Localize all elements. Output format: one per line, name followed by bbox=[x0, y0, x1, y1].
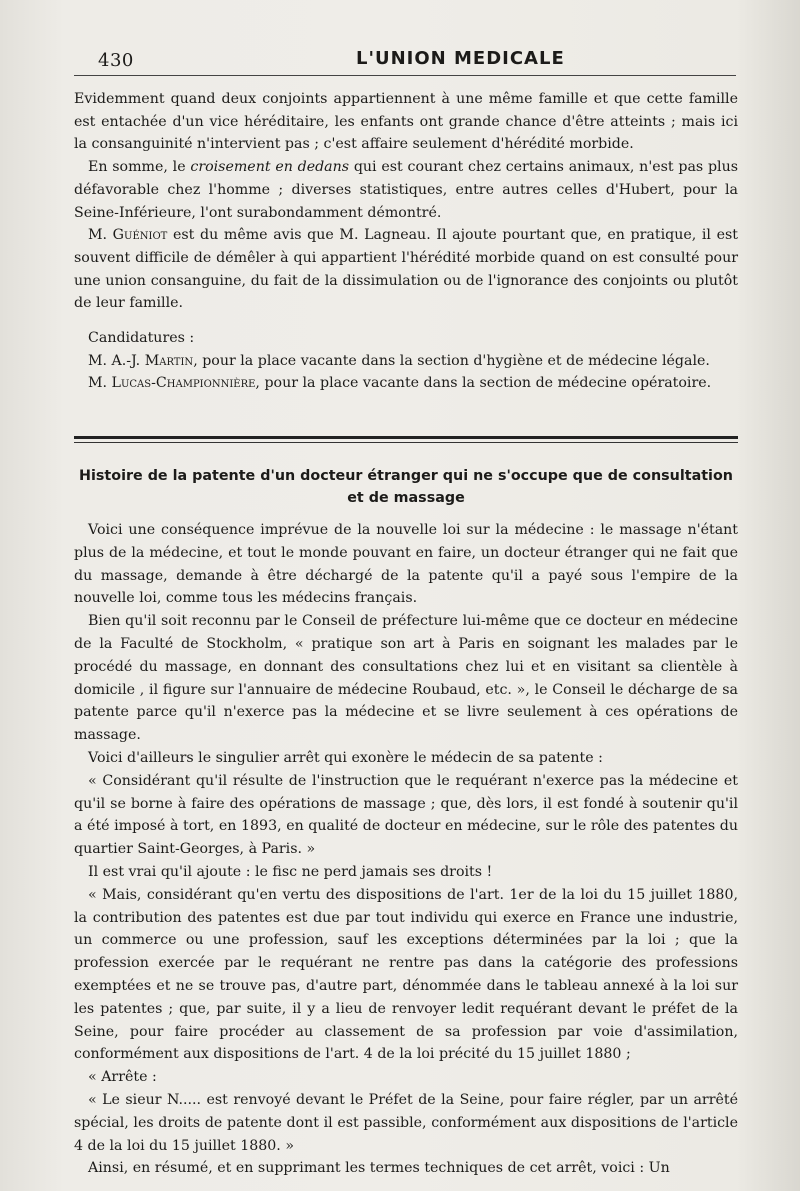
page-header bbox=[74, 48, 734, 74]
section-separator-thin bbox=[74, 442, 738, 443]
header-rule bbox=[74, 75, 736, 76]
paragraph-consanguinity: Evidemment quand deux conjoints appartiennent à une même famille et que cette famille est entachée d'un vice héréditaire, les enfants ont grande chance d'être atteints ; mais ici la consanguinité n'intervient pas ; c'est affaire seulement d'hérédité morbide. bbox=[74, 91, 738, 153]
discussion-section bbox=[74, 88, 738, 395]
candidature-martin: M. A.-J. Martin, pour la place vacante dans la section d'hygiène et de médecine légale. bbox=[88, 352, 710, 369]
article-paragraph: Voici d'ailleurs le singulier arrêt qui exonère le médecin de sa patente : bbox=[88, 749, 603, 766]
paragraph-croisement: En somme, le croisement en dedans qui est courant chez certains animaux, n'est pas plus défavorable chez l'homme ; diverses statistiques, entre autres celles d'Hubert, pour la Seine-Inférieure, l'ont surabondamment démontré. bbox=[74, 159, 738, 221]
candidate-name: Lucas-Championnière bbox=[111, 375, 256, 392]
article-paragraph: Voici une conséquence imprévue de la nouvelle loi sur la médecine : le massage n'étant plus de la médecine, et tout le monde pouvant en faire, un docteur étranger qui ne fait que du massage, demande à être déchargé de la patente qu'il a payé sous l'empire de la nouvelle loi, comme tous les médecins français. bbox=[74, 522, 738, 607]
candidature-lucas-championniere: M. Lucas-Championnière, pour la place vacante dans la section de médecine opératoire. bbox=[88, 375, 712, 392]
article-paragraph: Ainsi, en résumé, et en supprimant les termes techniques de cet arrêt, voici : Un bbox=[88, 1160, 670, 1177]
article-paragraph: « Considérant qu'il résulte de l'instruction que le requérant n'exerce pas la médecine et qu'il se borne à faire des opérations de massage ; que, dès lors, il est fondé à soutenir qu'il a été imposé à tort, en 1893, en qualité de docteur en médecine, sur le rôle des patentes du quartier Saint-Georges, à Paris. » bbox=[74, 772, 738, 858]
page-number: 430 bbox=[98, 50, 134, 71]
emphasis-croisement: croisement en dedans bbox=[190, 159, 350, 176]
article-paragraph: « Le sieur N..... est renvoyé devant le Préfet de la Seine, pour faire régler, par un arrêté spécial, les droits de patente dont il est passible, conformément aux dispositions de l'article 4 de la loi du 15 juillet 1880. » bbox=[74, 1091, 738, 1154]
article-title: Histoire de la patente d'un docteur étranger qui ne s'occupe que de consultation et de massage bbox=[79, 468, 733, 506]
article-paragraph: « Arrête : bbox=[88, 1069, 157, 1086]
article-body bbox=[74, 519, 738, 1180]
paragraph-gueniot: M. Guéniot est du même avis que M. Lagneau. Il ajoute pourtant que, en pratique, il est souvent difficile de démêler à qui appartient l'hérédité morbide quand on est consulté pour une union consanguine, du fait de la dissimulation ou de l'ignorance des conjoints ou plutôt de leur famille. bbox=[74, 227, 738, 312]
candidatures-heading: Candidatures : bbox=[88, 330, 195, 347]
article-paragraph: Il est vrai qu'il ajoute : le fisc ne perd jamais ses droits ! bbox=[88, 863, 493, 880]
article-paragraph: Bien qu'il soit reconnu par le Conseil de préfecture lui-même que ce docteur en médecine de la Faculté de Stockholm, « pratique son art à Paris en soignant les malades par le procédé du massage, en donnant des consultations chez lui et en visitant sa clientèle à domicile , il figure sur l'annuaire de médecine Roubaud, etc. », le Conseil le décharge de sa patente parce qu'il n'exerce pas la médecine et se livre seulement à ces opérations de massage. bbox=[74, 613, 738, 744]
speaker-name: M. Guéniot bbox=[88, 227, 168, 244]
running-title: L'UNION MEDICALE bbox=[356, 48, 565, 69]
article-paragraph: « Mais, considérant qu'en vertu des dispositions de l'art. 1er de la loi du 15 juillet 1880, la contribution des patentes est due par tout individu qui exerce en France une industrie, un commerce ou une profession, sauf les exceptions déterminées par la loi ; que la profession exercée par le requérant ne rentre pas dans la catégorie des professions exemptées et ne se trouve pas, d'autre part, dénommée dans le tableau annexé à la loi sur les patentes ; que, par suite, il y a lieu de renvoyer ledit requérant devant le préfet de la Seine, pour faire procéder au classement de sa profession par voie d'assimilation, conformément aux dispositions de l'art. 4 de la loi précité du 15 juillet 1880 ; bbox=[74, 886, 738, 1063]
candidate-name: Martin bbox=[144, 352, 194, 369]
section-separator-thick bbox=[74, 436, 738, 439]
